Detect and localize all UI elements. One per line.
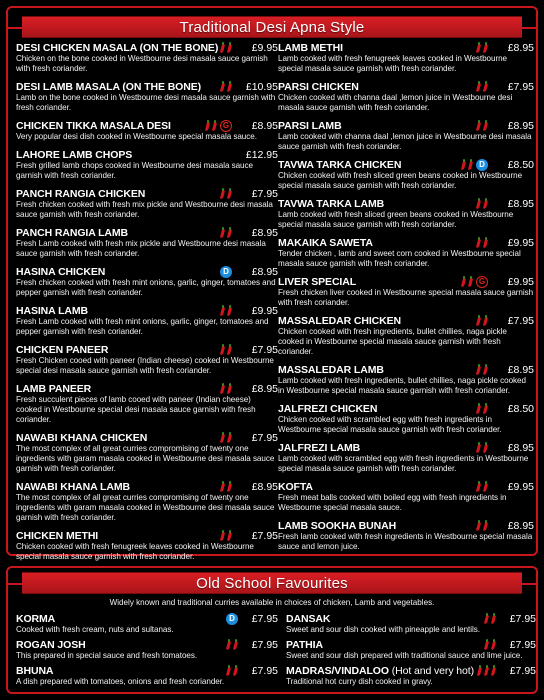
chili-icon bbox=[477, 481, 481, 492]
chili-icon bbox=[234, 665, 238, 676]
menu-item-price: £7.95 bbox=[251, 431, 278, 444]
menu-item bbox=[286, 638, 536, 661]
chili-icon bbox=[484, 81, 488, 92]
menu-item-name-text: PATHIA bbox=[286, 638, 323, 651]
menu-item-name-text: PARSI CHICKEN bbox=[278, 80, 359, 93]
chili-icon bbox=[221, 81, 225, 92]
menu-item-price: £8.95 bbox=[507, 519, 534, 532]
menu-item-icons bbox=[477, 442, 488, 453]
menu-item-description: Chicken cooked with fresh sliced green beans cooked in Westbourne special masala sauce garnish with fresh coriander. bbox=[278, 171, 523, 190]
menu-item-icons bbox=[477, 403, 488, 414]
menu-item-heat-note: (Hot and very hot) bbox=[388, 664, 474, 677]
menu-item-header bbox=[278, 119, 534, 132]
chili-icon bbox=[477, 403, 481, 414]
menu-item-icons bbox=[477, 120, 488, 131]
menu-item-price: £7.95 bbox=[509, 664, 536, 677]
menu-item-icons bbox=[477, 364, 488, 375]
menu-item-header bbox=[16, 187, 278, 200]
menu-item-price: £8.95 bbox=[251, 480, 278, 493]
chili-icon bbox=[484, 481, 488, 492]
menu-item-description: Sweet and sour dish cooked with pineapple and lentils. bbox=[286, 625, 480, 634]
chili-icon bbox=[492, 613, 496, 624]
menu-item-header bbox=[16, 80, 278, 93]
menu-item-header bbox=[278, 402, 534, 415]
menu-item-name bbox=[278, 159, 462, 171]
menu-item-name bbox=[16, 639, 227, 651]
chili-icon bbox=[484, 237, 488, 248]
chili-icon bbox=[469, 159, 473, 170]
menu-item-price: £8.95 bbox=[507, 41, 534, 54]
menu-item-header bbox=[16, 638, 278, 651]
menu-item-description: Fresh Lamb cooked with fresh mint onions, garlic, ginger, tomatoes and pepper garnish with fresh coriander. bbox=[16, 317, 269, 336]
menu-item-name bbox=[16, 42, 221, 54]
menu-item-icons bbox=[221, 383, 232, 394]
menu-item-name-text: CHICKEN METHI bbox=[16, 529, 99, 542]
menu-item-description: Lamb cooked with fresh fenugreek leaves cooked in Westbourne special masala sauce garnish with fresh coriander. bbox=[278, 54, 508, 73]
menu-item-name bbox=[278, 520, 477, 532]
menu-item-icons bbox=[477, 315, 488, 326]
menu-item-name-text: BHUNA bbox=[16, 664, 54, 677]
menu-item-name bbox=[16, 432, 221, 444]
menu-item-name bbox=[278, 237, 477, 249]
chili-icon bbox=[477, 120, 481, 131]
menu-item-description: Fresh Lamb cooked with fresh mix pickle and Westbourne desi masala sauce garnish with fresh coriander. bbox=[16, 239, 266, 258]
section-banner bbox=[22, 572, 522, 594]
menu-item bbox=[16, 638, 278, 661]
menu-item-name bbox=[16, 188, 221, 200]
chili-icon bbox=[477, 315, 481, 326]
menu-column-right bbox=[286, 612, 536, 690]
menu-item-name bbox=[16, 613, 226, 625]
chili-icon bbox=[477, 42, 481, 53]
menu-item-name bbox=[278, 315, 477, 327]
chili-icon bbox=[228, 432, 232, 443]
menu-item-price: £9.95 bbox=[507, 480, 534, 493]
menu-item bbox=[278, 197, 534, 230]
menu-item-price: £12.95 bbox=[245, 148, 278, 161]
menu-item-price: £7.95 bbox=[251, 638, 278, 651]
menu-item bbox=[16, 382, 278, 425]
menu-item-header bbox=[278, 236, 534, 249]
menu-item-icons bbox=[221, 42, 232, 53]
menu-item-name bbox=[16, 665, 227, 677]
chili-icon bbox=[221, 344, 225, 355]
menu-item-name-text: PARSI LAMB bbox=[278, 119, 342, 132]
chili-icon bbox=[484, 315, 488, 326]
menu-item bbox=[278, 158, 534, 191]
menu-item-icons bbox=[227, 665, 238, 676]
chili-icon bbox=[484, 364, 488, 375]
menu-item-icons bbox=[477, 198, 488, 209]
menu-item-description: Chicken cooked with fresh ingredients, bullet chillies, naga pickle cooked in Westbourne special masala sauce garnish with fresh coriander. bbox=[278, 327, 507, 356]
menu-item-name-text: DESI LAMB MASALA (ON THE BONE) bbox=[16, 80, 202, 93]
menu-item-name bbox=[278, 81, 477, 93]
chili-icon bbox=[484, 442, 488, 453]
menu-item-name bbox=[278, 481, 477, 493]
menu-item-name bbox=[278, 198, 477, 210]
menu-item-price: £8.50 bbox=[507, 158, 534, 171]
chili-icon bbox=[485, 613, 489, 624]
menu-item-icons bbox=[462, 159, 488, 171]
menu-item bbox=[16, 529, 278, 562]
menu-item-price: £8.95 bbox=[507, 441, 534, 454]
menu-item-price: £8.95 bbox=[251, 382, 278, 395]
menu-item-header bbox=[278, 314, 534, 327]
menu-item-name bbox=[286, 613, 485, 625]
dairy-icon: D bbox=[476, 159, 488, 171]
menu-item-name-text: NAWABI KHANA LAMB bbox=[16, 480, 130, 493]
menu-item-name bbox=[286, 639, 485, 651]
chili-icon bbox=[221, 530, 225, 541]
menu-item-header bbox=[278, 41, 534, 54]
chili-icon bbox=[228, 481, 232, 492]
chili-icon bbox=[477, 237, 481, 248]
menu-item-name bbox=[278, 120, 477, 132]
menu-item-header bbox=[16, 529, 278, 542]
menu-item bbox=[16, 41, 278, 74]
menu-item-price: £8.95 bbox=[507, 363, 534, 376]
menu-item-price: £7.95 bbox=[251, 343, 278, 356]
menu-item-name-text: MADRAS/VINDALOO bbox=[286, 664, 389, 677]
menu-item-description: Fresh lamb cooked with fresh ingredients in Westbourne special masala sauce and lemon juice. bbox=[278, 532, 533, 551]
menu-item-name-text: LAMB METHI bbox=[278, 41, 343, 54]
menu-item bbox=[16, 226, 278, 259]
menu-item-header bbox=[16, 41, 278, 54]
menu-item-header bbox=[16, 382, 278, 395]
menu-item-icons bbox=[227, 639, 238, 650]
menu-item-icons bbox=[477, 237, 488, 248]
chili-icon bbox=[478, 665, 482, 676]
chili-icon bbox=[221, 42, 225, 53]
menu-item bbox=[278, 402, 534, 435]
menu-item-price: £8.95 bbox=[251, 119, 278, 132]
menu-item-icons bbox=[206, 120, 232, 132]
menu-item-price: £7.95 bbox=[507, 314, 534, 327]
menu-item-name bbox=[286, 665, 478, 677]
menu-item bbox=[278, 236, 534, 269]
chili-icon bbox=[221, 481, 225, 492]
menu-item-name-text: DESI CHICKEN MASALA (ON THE BONE) bbox=[16, 41, 219, 54]
menu-item-price: £8.95 bbox=[507, 197, 534, 210]
menu-item-price: £8.95 bbox=[507, 119, 534, 132]
menu-item-description: Lamb cooked with scrambled egg with fresh ingredients in Westbourne special masala sauce garnish with fresh coriander. bbox=[278, 454, 529, 473]
chili-icon bbox=[213, 120, 217, 131]
menu-item-name-text: JALFREZI LAMB bbox=[278, 441, 361, 454]
menu-item-name bbox=[16, 481, 221, 493]
menu-item-header bbox=[278, 197, 534, 210]
dairy-icon: D bbox=[220, 266, 232, 278]
menu-item-description: Sweet and sour dish prepared with traditional sauce and lime juice. bbox=[286, 651, 523, 660]
menu-column-right bbox=[278, 41, 534, 558]
menu-item-description: Traditional hot curry dish cooked in gravy. bbox=[286, 677, 433, 686]
menu-item bbox=[286, 612, 536, 635]
menu-item-header bbox=[278, 275, 534, 288]
menu-item-icons bbox=[462, 276, 488, 288]
menu-item-icons bbox=[485, 613, 496, 624]
menu-item-name bbox=[16, 266, 220, 278]
menu-item bbox=[278, 41, 534, 74]
section-banner bbox=[22, 16, 522, 38]
menu-item-description: Fresh succulent pieces of lamb cooed with paneer (Indian cheese) cooked in Westbourne special desi masala sauce garnish with fresh coriander. bbox=[16, 395, 256, 424]
menu-item bbox=[16, 343, 278, 376]
menu-item-name bbox=[278, 403, 477, 415]
menu-item-description: Fresh Chicken cooed with paneer (Indian cheese) cooked in Westbourne special desi masala sauce garnish with fresh coriander. bbox=[16, 356, 274, 375]
menu-item-description: A dish prepared with tomatoes, onions and fresh coriander. bbox=[16, 677, 225, 686]
menu-item-price: £7.95 bbox=[509, 638, 536, 651]
chili-icon bbox=[469, 276, 473, 287]
menu-item bbox=[278, 119, 534, 152]
chili-icon bbox=[221, 305, 225, 316]
menu-item-icons bbox=[221, 530, 232, 541]
menu-item-description: Chicken cooked with channa daal ,lemon juice in Westbourne desi masala sauce garnish with fresh coriander. bbox=[278, 93, 513, 112]
menu-item-icons bbox=[221, 188, 232, 199]
menu-item bbox=[278, 441, 534, 474]
menu-item bbox=[278, 80, 534, 113]
menu-item-icons bbox=[221, 227, 232, 238]
chili-icon bbox=[221, 432, 225, 443]
menu-item-name bbox=[278, 364, 477, 376]
menu-item-price: £9.95 bbox=[251, 41, 278, 54]
old-school-section bbox=[6, 566, 538, 694]
chili-icon bbox=[221, 383, 225, 394]
menu-item-name-text: DANSAK bbox=[286, 612, 331, 625]
menu-item-header bbox=[16, 612, 278, 625]
menu-item-icons bbox=[221, 344, 232, 355]
menu-item-name-text: HASINA CHICKEN bbox=[16, 265, 106, 278]
menu-item-header bbox=[16, 431, 278, 444]
menu-item-description: Lamb cooked with fresh ingredients, bullet chillies, naga pickle cooked in Westbourne special masala sauce garnish with fresh coriander. bbox=[278, 376, 526, 395]
menu-item-icons bbox=[485, 639, 496, 650]
menu-item-icons bbox=[478, 665, 496, 676]
menu-item-description: Fresh chicken cooked with fresh mix pickle and Westbourne desi masala sauce garnish with fresh coriander. bbox=[16, 200, 273, 219]
menu-item-price: £9.95 bbox=[507, 236, 534, 249]
menu-item-name-text: PANCH RANGIA CHICKEN bbox=[16, 187, 146, 200]
menu-item-description: Fresh chicken cooked with fresh mint onions, garlic, ginger, tomatoes and pepper garnish with fresh coriander. bbox=[16, 278, 276, 297]
section-title: Traditional Desi Apna Style bbox=[179, 18, 365, 36]
menu-item-description: Tender chicken , lamb and sweet corn cooked in Westbourne special masala sauce garnish with fresh coriander. bbox=[278, 249, 521, 268]
menu-item-name bbox=[16, 149, 232, 161]
menu-item bbox=[16, 265, 278, 298]
menu-item-header bbox=[278, 480, 534, 493]
chili-icon bbox=[462, 276, 466, 287]
menu-item-description: Chicken cooked with fresh fenugreek leaves cooked in Westbourne special masala sauce garnish with fresh coriander. bbox=[16, 542, 254, 561]
menu-item-name-text: JALFREZI CHICKEN bbox=[278, 402, 378, 415]
menu-item-header bbox=[278, 519, 534, 532]
menu-item-price: £8.95 bbox=[251, 226, 278, 239]
menu-item-header bbox=[278, 441, 534, 454]
menu-item-name bbox=[16, 81, 221, 93]
chili-icon bbox=[492, 665, 496, 676]
menu-item-name bbox=[278, 42, 477, 54]
menu-item-name-text: TAVWA TARKA LAMB bbox=[278, 197, 385, 210]
menu-item-price: £9.95 bbox=[507, 275, 534, 288]
menu-column-left bbox=[16, 41, 278, 568]
menu-item-price: £7.95 bbox=[507, 80, 534, 93]
menu-item-header bbox=[278, 158, 534, 171]
menu-item bbox=[278, 363, 534, 396]
menu-item bbox=[278, 480, 534, 513]
menu-item-icons bbox=[221, 81, 232, 92]
menu-item-name-text: LAHORE LAMB CHOPS bbox=[16, 148, 133, 161]
menu-item-header bbox=[16, 343, 278, 356]
menu-item-name-text: CHICKEN TIKKA MASALA DESI bbox=[16, 119, 171, 132]
menu-item bbox=[16, 664, 278, 687]
menu-item-price: £7.95 bbox=[509, 612, 536, 625]
menu-item-name-text: HASINA LAMB bbox=[16, 304, 89, 317]
menu-item bbox=[16, 612, 278, 635]
menu-item bbox=[16, 187, 278, 220]
menu-item-price: £7.95 bbox=[251, 529, 278, 542]
chili-icon bbox=[234, 639, 238, 650]
menu-item-header bbox=[286, 638, 536, 651]
menu-item bbox=[16, 304, 278, 337]
menu-item-header bbox=[16, 480, 278, 493]
chili-icon bbox=[228, 344, 232, 355]
menu-item-price: £8.95 bbox=[251, 265, 278, 278]
menu-item-header bbox=[278, 80, 534, 93]
menu-item-name-text: TAVWA TARKA CHICKEN bbox=[278, 158, 402, 171]
menu-item-header bbox=[16, 664, 278, 677]
menu-item-name-text: LAMB PANEER bbox=[16, 382, 92, 395]
chili-icon bbox=[227, 665, 231, 676]
menu-column-left bbox=[16, 612, 278, 690]
chili-icon bbox=[228, 383, 232, 394]
menu-item-price: £9.95 bbox=[251, 304, 278, 317]
chili-icon bbox=[484, 403, 488, 414]
menu-item-price: £10.95 bbox=[245, 80, 278, 93]
menu-item-icons bbox=[477, 481, 488, 492]
chili-icon bbox=[477, 81, 481, 92]
section-title: Old School Favourites bbox=[196, 574, 348, 592]
menu-item-header bbox=[16, 304, 278, 317]
chili-icon bbox=[206, 120, 210, 131]
menu-item-name-text: PANCH RANGIA LAMB bbox=[16, 226, 129, 239]
menu-item bbox=[286, 664, 536, 687]
menu-item bbox=[16, 80, 278, 113]
menu-item-name-text: LIVER SPECIAL bbox=[278, 275, 357, 288]
menu-item-name bbox=[278, 442, 477, 454]
menu-item-name-text: CHICKEN PANEER bbox=[16, 343, 109, 356]
menu-item-description: Chicken on the bone cooked in Westbourne desi masala sauce garnish with fresh coriander. bbox=[16, 54, 268, 73]
chili-icon bbox=[484, 198, 488, 209]
menu-item-icons bbox=[226, 613, 238, 625]
chili-icon bbox=[477, 520, 481, 531]
menu-item-icons bbox=[220, 266, 232, 278]
chili-icon bbox=[477, 198, 481, 209]
chili-icon bbox=[228, 305, 232, 316]
menu-item bbox=[278, 275, 534, 308]
menu-item-name bbox=[16, 344, 221, 356]
menu-item-description: Lamb on the bone cooked in Westbourne desi masala sauce garnish with fresh coriander. bbox=[16, 93, 276, 112]
chili-icon bbox=[228, 188, 232, 199]
menu-item-header bbox=[16, 148, 278, 161]
chili-icon bbox=[485, 639, 489, 650]
menu-item-name-text: MAKAIKA SAWETA bbox=[278, 236, 373, 249]
chili-icon bbox=[484, 520, 488, 531]
menu-item-name-text: NAWABI KHANA CHICKEN bbox=[16, 431, 148, 444]
section-intro: Widely known and traditional curries available in choices of chicken, Lamb and vegetables. bbox=[109, 598, 435, 607]
chili-icon bbox=[492, 639, 496, 650]
menu-item-header bbox=[16, 265, 278, 278]
chili-icon bbox=[477, 364, 481, 375]
menu-item-description: Fresh grilled lamb chops cooked in Westbourne desi masala sauce garnish with fresh coriander. bbox=[16, 161, 253, 180]
menu-item bbox=[16, 119, 278, 142]
menu-item-name-text: ROGAN JOSH bbox=[16, 638, 86, 651]
chili-icon bbox=[484, 120, 488, 131]
chili-icon bbox=[228, 227, 232, 238]
traditional-desi-section bbox=[6, 6, 538, 561]
menu-item-icons bbox=[477, 81, 488, 92]
menu-item-description: The most complex of all great curries compromising of twenty one ingredients with garam masala cooked in Westbourne desi masala sauce garnish with fresh coriander. bbox=[16, 493, 275, 522]
menu-item-description: The most complex of all great curries compromising of twenty one ingredients with garam masala cooked in Westbourne desi masala sauce garnish with fresh coriander. bbox=[16, 444, 275, 473]
menu-item-name-text: MASSALEDAR CHICKEN bbox=[278, 314, 402, 327]
menu-item-header bbox=[286, 612, 536, 625]
menu-item-name-text: MASSALEDAR LAMB bbox=[278, 363, 384, 376]
menu-item-name bbox=[278, 276, 462, 288]
menu-item-description: Fresh meat balls cooked with boiled egg with fresh ingredients in Westbourne special masala sauce. bbox=[278, 493, 507, 512]
menu-item-icons bbox=[221, 432, 232, 443]
menu-item-name bbox=[16, 383, 221, 395]
menu-item-icons bbox=[221, 481, 232, 492]
menu-item-name-text: KORMA bbox=[16, 612, 56, 625]
menu-item-description: Cooked with fresh cream, nuts and sultanas. bbox=[16, 625, 174, 634]
menu-item-name bbox=[16, 530, 221, 542]
menu-item-price: £7.95 bbox=[251, 187, 278, 200]
menu-item-name bbox=[16, 120, 206, 132]
menu-item bbox=[16, 431, 278, 474]
menu-item-icons bbox=[477, 42, 488, 53]
menu-item-name bbox=[16, 305, 221, 317]
gluten-free-icon: G bbox=[220, 120, 232, 132]
menu-item-header bbox=[278, 363, 534, 376]
menu-item-description: Lamb cooked with channa daal ,lemon juice in Westbourne desi masala sauce garnish with fresh coriander. bbox=[278, 132, 532, 151]
chili-icon bbox=[221, 188, 225, 199]
menu-item bbox=[16, 480, 278, 523]
menu-item bbox=[278, 519, 534, 552]
menu-item-header bbox=[16, 226, 278, 239]
chili-icon bbox=[227, 639, 231, 650]
menu-item-description: Very popular desi dish cooked in Westbourne special masala sauce. bbox=[16, 132, 257, 141]
menu-item-description: Fresh chicken liver cooked in Westbourne special masala sauce garnish with fresh coriander. bbox=[278, 288, 534, 307]
menu-item-icons bbox=[221, 305, 232, 316]
menu-item-header bbox=[16, 119, 278, 132]
menu-item-description: This prepared in special sauce and fresh tomatoes. bbox=[16, 651, 198, 660]
chili-icon bbox=[462, 159, 466, 170]
menu-item-price: £7.95 bbox=[251, 664, 278, 677]
menu-item-price: £8.50 bbox=[507, 402, 534, 415]
dairy-icon: D bbox=[226, 613, 238, 625]
chili-icon bbox=[485, 665, 489, 676]
menu-item bbox=[278, 314, 534, 357]
menu-item-icons bbox=[477, 520, 488, 531]
menu-item bbox=[16, 148, 278, 181]
gluten-free-icon: G bbox=[476, 276, 488, 288]
menu-item-price: £7.95 bbox=[251, 612, 278, 625]
menu-item-header bbox=[286, 664, 536, 677]
menu-item-description: Lamb cooked with fresh sliced green beans cooked in Westbourne special masala sauce garnish with fresh coriander. bbox=[278, 210, 514, 229]
menu-item-name-text: LAMB SOOKHA BUNAH bbox=[278, 519, 397, 532]
chili-icon bbox=[228, 530, 232, 541]
chili-icon bbox=[228, 42, 232, 53]
chili-icon bbox=[221, 227, 225, 238]
menu-item-name-text: KOFTA bbox=[278, 480, 313, 493]
menu-item-description: Chicken cooked with scrambled egg with fresh ingredients in Westbourne special masala sauce garnish with fresh coriander. bbox=[278, 415, 502, 434]
menu-item-name bbox=[16, 227, 221, 239]
chili-icon bbox=[477, 442, 481, 453]
chili-icon bbox=[228, 81, 232, 92]
chili-icon bbox=[484, 42, 488, 53]
